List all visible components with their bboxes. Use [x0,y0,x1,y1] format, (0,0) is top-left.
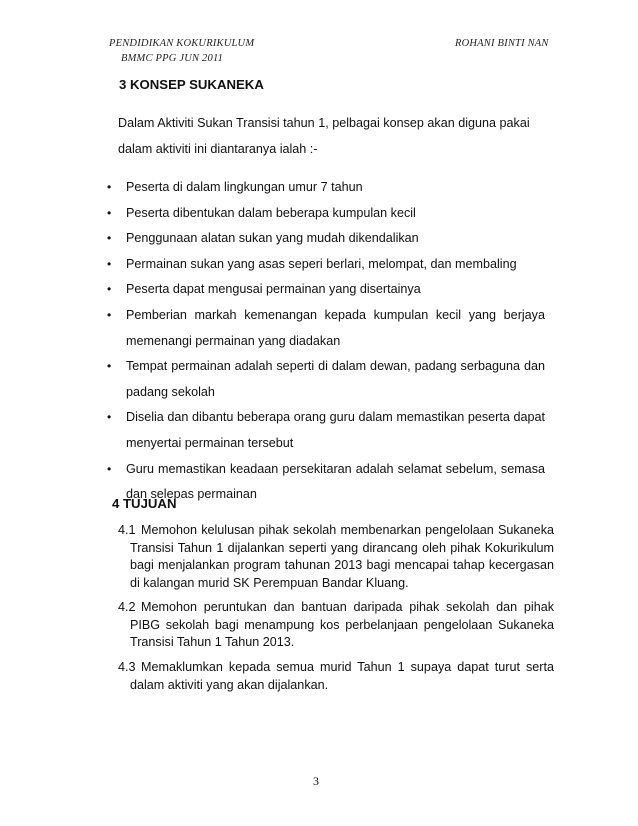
bullet-item: • Permainan sukan yang asas seperi berlari, melompat, dan membaling [107,252,545,278]
page-number: 3 [313,774,319,788]
section4-heading: 4 TUJUAN [112,496,177,511]
intro-line-2: dalam aktiviti ini diantaranya ialah :- [118,141,318,156]
concept-bullet-list [107,175,545,508]
bullet-item: • Guru memastikan keadaan persekitaran adalah selamat sebelum, semasa dan selepas permainan [107,457,545,508]
bullet-icon: • [107,256,112,271]
bullet-item: • Peserta dapat mengusai permainan yang disertainya [107,277,545,303]
bullet-icon: • [107,461,112,476]
objective-text: Memohon kelulusan pihak sekolah membenarkan pengelolaan Sukaneka Transisi Tahun 1 dijalankan seperti yang dirancang oleh pihak Kokurikulum bagi menjalankan program tahunan 2013 bagi mencapai tahap kecergasan di kalangan murid SK Perempuan Bandar Kluang. [130,523,554,590]
section3-intro [118,111,548,162]
bullet-icon: • [107,205,112,220]
bullet-item: • Diselia dan dibantu beberapa orang guru dalam memastikan peserta dapat menyertai permainan tersebut [107,405,545,456]
bullet-icon: • [107,410,112,425]
objective-item-2 [118,599,554,652]
header-course-title: PENDIDIKAN KOKURIKULUM [109,38,255,49]
objective-text: Memaklumkan kepada semua murid Tahun 1 supaya dapat turut serta dalam aktiviti yang akan dijalankan. [130,660,554,692]
objective-number: 4.1 [118,523,136,537]
header-course-code: BMMC PPG JUN 2011 [121,53,224,64]
bullet-icon: • [107,307,112,322]
objective-number: 4.2 [118,600,136,614]
bullet-icon: • [107,282,112,297]
bullet-icon: • [107,359,112,374]
bullet-item: • Peserta di dalam lingkungan umur 7 tahun [107,175,545,201]
bullet-icon: • [107,231,112,246]
objective-number: 4.3 [118,660,136,674]
section3-heading: 3 KONSEP SUKANEKA [119,77,264,92]
bullet-item: • Pemberian markah kemenangan kepada kumpulan kecil yang berjaya memenangi permainan yang diadakan [107,303,545,354]
objective-text: Memohon peruntukan dan bantuan daripada pihak sekolah dan pihak PIBG sekolah bagi menampung kos perbelanjaan pengelolaan Sukaneka Transisi Tahun 1 Tahun 2013. [130,600,554,649]
intro-line-1: Dalam Aktiviti Sukan Transisi tahun 1, pelbagai konsep akan diguna pakai [118,116,530,130]
header-author: ROHANI BINTI NAN [455,38,549,49]
objective-item-3 [118,659,554,694]
objective-item-1 [118,522,554,592]
bullet-icon: • [107,180,112,194]
bullet-item: • Penggunaan alatan sukan yang mudah dikendalikan [107,226,545,252]
bullet-item: • Tempat permainan adalah seperti di dalam dewan, padang serbaguna dan padang sekolah [107,354,545,405]
bullet-item: • Peserta dibentukan dalam beberapa kumpulan kecil [107,201,545,227]
